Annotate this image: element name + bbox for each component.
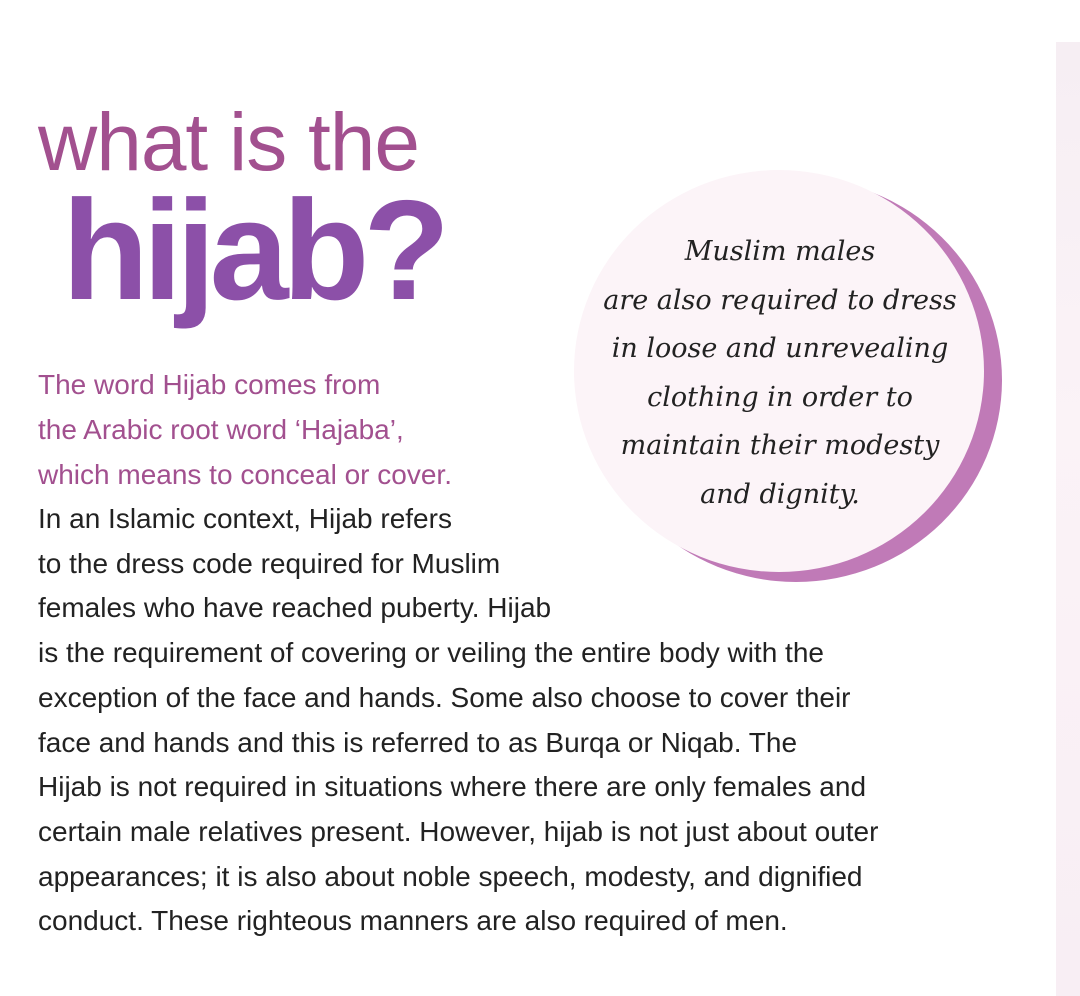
intro-paragraph xyxy=(38,362,452,497)
callout-line: maintain their modesty xyxy=(620,430,940,461)
title-line-1: what is the xyxy=(38,97,419,188)
callout-line: clothing in order to xyxy=(647,381,913,413)
callout-line: in loose and unrevealing xyxy=(611,333,949,364)
intro-line: The word Hijab comes from xyxy=(38,369,381,400)
body-line: is the requirement of covering or veiling the entire body with the xyxy=(38,637,824,669)
body-line: conduct. These righteous manners are also required of men. xyxy=(38,905,788,937)
intro-line: the Arabic root word ‘Hajaba’, xyxy=(38,414,404,445)
body-line: exception of the face and hands. Some also choose to cover their xyxy=(38,681,851,713)
body-line: face and hands and this is referred to as Burqa or Niqab. The xyxy=(38,726,798,758)
callout-line: and dignity. xyxy=(700,478,860,510)
page-edge-strip xyxy=(1056,42,1080,996)
body-line: Hijab is not required in situations where there are only females and xyxy=(38,771,867,803)
callout-quote xyxy=(600,228,960,519)
callout-line: are also required to dress xyxy=(603,284,957,316)
body-line: females who have reached puberty. Hijab xyxy=(38,592,552,624)
body-line: In an Islamic context, Hijab refers xyxy=(38,503,452,534)
title-line-2: hijab? xyxy=(62,171,445,330)
body-line: appearances; it is also about noble speech, modesty, and dignified xyxy=(38,860,863,892)
body-paragraph xyxy=(38,497,878,944)
intro-line: which means to conceal or cover. xyxy=(38,459,452,490)
callout-line: Muslim males xyxy=(684,236,876,267)
body-line: certain male relatives present. However, hijab is not just about outer xyxy=(38,815,879,847)
body-line: to the dress code required for Muslim xyxy=(38,547,501,579)
